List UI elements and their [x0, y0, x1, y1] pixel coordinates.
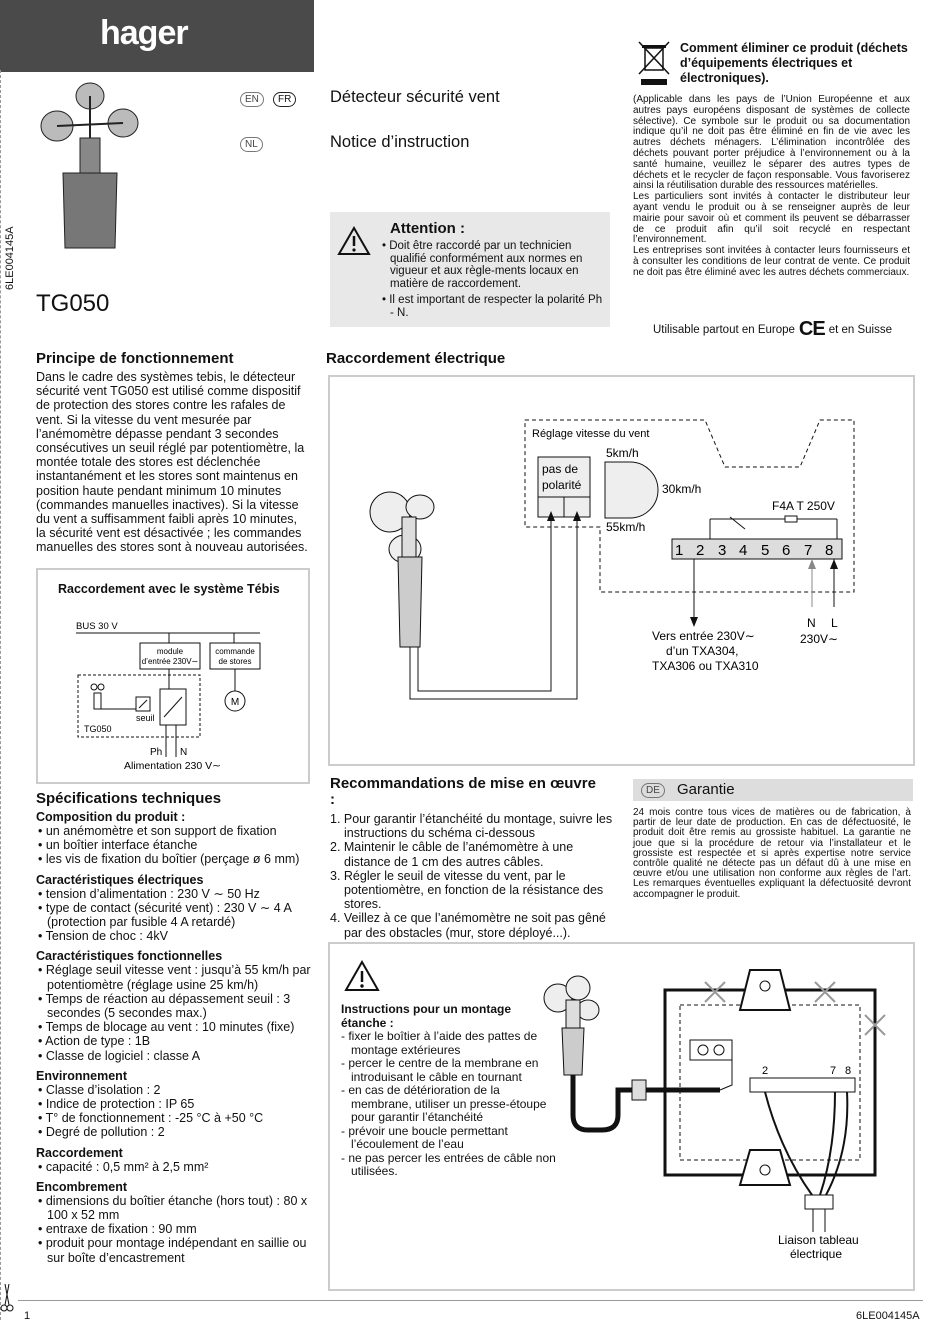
module-label-1: module [156, 647, 184, 656]
weee-paragraph: Les particuliers sont invités à contacter le distributeur leur ayant vendu le produit ou à se renseigner auprès de leur mairie pour savoir où et comment ils peuvent se débarrasser de ce produit afin qu’il soit recyclé en respectant l’environnement. [633, 191, 910, 246]
spec-item: • dimensions du boîtier étanche (hors tout) : 80 x 100 x 52 mm [36, 1194, 316, 1222]
tebis-diagram [38, 605, 304, 775]
spec-item: • un boîtier interface étanche [36, 838, 316, 852]
speed-30: 30km/h [662, 482, 702, 496]
footer-divider [18, 1300, 923, 1301]
weee-title: Comment éliminer ce produit (déchets d’équipements électriques et électroniques). [680, 41, 908, 85]
vers-label-3: TXA306 ou TXA310 [652, 659, 759, 673]
spec-list [36, 1194, 316, 1265]
n-label: N [180, 747, 188, 758]
brand-logo: hager [100, 14, 188, 52]
ce-before: Utilisable partout en Europe [653, 323, 795, 336]
weee-paragraph: (Applicable dans les pays de l’Union Européenne et aux autres pays européens disposant de systèmes de collecte sélective). Ce symbole sur le produit ou sa documentation indique qu’il ne doit pas être éliminé en fin de vie avec les autres déchets ménagers. L’élimination incontrôlée des déchets pouvant porter préjudice à l’environnement ou à la santé humaine, veuillez le séparer des autres types de déchets et le recycler de façon responsable. Vous favoriserez ainsi la réutilisation durable des ressources matérielles. [633, 94, 910, 192]
commande-label-2: de stores [218, 657, 252, 666]
spec-list [36, 887, 316, 944]
warning-icon [344, 960, 380, 992]
lang-badge-de: DE [641, 783, 665, 798]
mains-label: 230V∼ [800, 632, 839, 646]
spec-heading: Composition du produit : [36, 810, 186, 824]
weee-text [633, 95, 910, 279]
spec-item: • Degré de pollution : 2 [36, 1125, 316, 1139]
montage-item: - fixer le boîtier à l’aide des pattes de montage extérieures [341, 1030, 556, 1057]
spec-heading: Encombrement [36, 1179, 127, 1194]
polarite-label-2: polarité [542, 478, 582, 492]
wiring-diagram [330, 377, 910, 761]
montage-item: - en cas de détérioration de la membrane, utiliser un presse-étoupe pour garantir l’étanchéité [341, 1084, 556, 1125]
spec-item: • Temps de blocage au vent : 10 minutes (fixe) [36, 1020, 316, 1034]
spec-list [36, 1160, 316, 1174]
spec-item: • T° de fonctionnement : -25 °C à +50 °C [36, 1111, 316, 1125]
fuse-label: F4A T 250V [772, 499, 835, 513]
specs-body [36, 804, 316, 1265]
spec-item: • Classe de logiciel : classe A [36, 1049, 316, 1063]
footer-doc-code: 6LE004145A [856, 1310, 920, 1322]
recommandation-item: 4. Veillez à ce que l’anémomètre ne soit pas gêné par des obstacles (mur, store déployé...). [330, 911, 606, 940]
spec-item: • Tension de choc : 4kV [36, 929, 316, 943]
mount-terminal-2: 2 [762, 1065, 769, 1077]
tebis-diagram-title: Raccordement avec le système Tébis [58, 582, 280, 596]
anemometer-illustration [35, 78, 145, 253]
montage-item: - ne pas percer les entrées de câble non utilisées. [341, 1152, 556, 1179]
montage-list [341, 1030, 556, 1179]
spec-heading: Environnement [36, 1068, 127, 1083]
recommandation-item: 3. Régler le seuil de vitesse du vent, par le potentiomètre, en fonction de la résistance des stores. [330, 868, 604, 912]
spec-list [36, 1083, 316, 1140]
commande-label-1: commande [215, 647, 255, 656]
cut-line [0, 70, 1, 1320]
terminal-6: 6 [782, 542, 791, 559]
terminal-3: 3 [718, 542, 727, 559]
spec-item: • un anémomètre et son support de fixation [36, 824, 316, 838]
spec-heading: Caractéristiques électriques [36, 872, 204, 887]
vers-label-1: Vers entrée 230V∼ [652, 629, 755, 643]
spec-item: • entraxe de fixation : 90 mm [36, 1222, 316, 1236]
attention-list [380, 240, 605, 323]
garantie-title: Garantie [677, 781, 735, 798]
principe-title: Principe de fonctionnement [36, 350, 234, 367]
mounting-diagram [540, 960, 910, 1270]
terminal-8: 8 [825, 542, 834, 559]
recommandation-item: 1. Pour garantir l’étanchéité du montage, suivre les instructions du schéma ci-dessous [330, 812, 613, 841]
l-terminal-label: L [831, 616, 838, 630]
warning-icon [337, 226, 371, 256]
specs-title: Spécifications techniques [36, 790, 222, 807]
bus-label: BUS 30 V [76, 621, 118, 632]
ce-mark-icon: CE [798, 318, 825, 340]
montage-item: - percer le centre de la membrane en introduisant le câble en tournant [341, 1057, 556, 1084]
montage-item: - prévoir une boucle permettant l’écoulement de l’eau [341, 1125, 556, 1152]
spec-item: • Réglage seuil vitesse vent : jusqu’à 55 km/h par potentiomètre (réglage usine 25 km/h) [36, 963, 316, 991]
recommandations-title: Recommandations de mise en œuvre : [330, 775, 596, 808]
raccordement-title: Raccordement électrique [326, 350, 506, 367]
spec-heading: Caractéristiques fonctionnelles [36, 949, 223, 964]
spec-list [36, 963, 316, 1062]
terminal-1: 1 [675, 542, 684, 559]
speed-55: 55km/h [606, 520, 646, 534]
liaison-label-1: Liaison tableau [778, 1233, 859, 1247]
recommandations-list [330, 812, 620, 940]
lang-badge-nl: NL [240, 137, 263, 152]
spec-item: • Classe d’isolation : 2 [36, 1083, 316, 1097]
spec-item: • les vis de fixation du boîtier (perçage ø 6 mm) [36, 852, 316, 866]
alim-label: Alimentation 230 V∼ [124, 760, 221, 772]
spec-item: • type de contact (sécurité vent) : 230 V ∼ 4 A (protection par fusible 4 A retardé) [36, 901, 316, 929]
ph-label: Ph [150, 747, 163, 758]
terminal-2: 2 [696, 542, 705, 559]
lang-badge-fr: FR [273, 92, 296, 107]
mount-terminal-7: 7 [830, 1065, 837, 1077]
weee-bin-icon [637, 40, 671, 86]
page-number: 1 [24, 1310, 31, 1322]
liaison-label-2: électrique [790, 1247, 843, 1261]
recommandation-item: 2. Maintenir le câble de l’anémomètre à une distance de 1 cm des autres câbles. [330, 840, 574, 869]
attention-item: • Il est important de respecter la polarité Ph - N. [380, 294, 605, 319]
terminal-5: 5 [761, 542, 770, 559]
garantie-bar [633, 779, 913, 801]
n-terminal-label: N [807, 616, 816, 630]
doc-title: Détecteur sécurité vent [330, 88, 500, 106]
spec-item: • capacité : 0,5 mm² à 2,5 mm² [36, 1160, 316, 1174]
vers-label-2: d’un TXA304, [666, 644, 739, 658]
attention-title: Attention : [390, 220, 465, 237]
montage-title: Instructions pour un montage étanche : [341, 1002, 511, 1030]
weee-paragraph: Les entreprises sont invitées à contacter leurs fournisseurs et à consulter les conditions de leur contrat de vente. Ce produit ne doit pas être éliminé avec les autres déchets commerciaux. [633, 245, 910, 278]
terminal-4: 4 [739, 542, 748, 559]
reglage-label: Réglage vitesse du vent [532, 428, 650, 440]
doc-subtitle: Notice d’instruction [330, 133, 470, 151]
side-doc-code: 6LE004145A [4, 226, 16, 290]
ce-after: et en Suisse [828, 323, 893, 336]
scissors-icon [0, 1282, 14, 1316]
attention-item: • Doit être raccordé par un technicien qualifié conformément aux normes en vigueur et aux règle-ments locaux en matière de raccordement. [380, 240, 605, 290]
spec-item: • Indice de protection : IP 65 [36, 1097, 316, 1111]
lang-badge-en: EN [240, 92, 264, 107]
spec-list [36, 824, 316, 867]
seuil-label: seuil [136, 713, 155, 723]
motor-label: M [230, 697, 240, 708]
principe-text: Dans le cadre des systèmes tebis, le détecteur sécurité vent TG050 est utilisé comme dispositif de protection des stores contre les rafales de vent. Si la vitesse du vent mesurée par l’anémomètre dépasse pendant 3 secondes consécutives un seuil réglé par potentiomètre, la montée totale des stores est déclenchée instantanément et les stores sont maintenus en position haute pendant minimum 10 minutes (commandes manuelles inactives). Si la vitesse du vent a suffisamment faibli après 10 minutes, la sécurité vent est désactivée ; les commandes manuelles des stores sont à nouveau autorisées. [36, 370, 308, 555]
model-name: TG050 [36, 290, 110, 317]
spec-heading: Raccordement [36, 1145, 123, 1160]
spec-item: • Temps de réaction au dépassement seuil : 3 secondes (5 secondes max.) [36, 992, 316, 1020]
mount-terminal-8: 8 [845, 1065, 852, 1077]
polarite-label-1: pas de [542, 462, 579, 476]
garantie-text: 24 mois contre tous vices de matières ou de fabrication, à partir de leur date de production. En cas de défectuosité, le produit doit être remis au grossiste habituel. La garantie ne joue que si la procédure de retour via l’installateur et le grossiste est respectée et si après expertise notre service contrôle qualité ne détecte pas un défaut dû à une mise en œuvre et/ou une utilisation non conforme aux règles de l’art. Les remarques éventuelles expliquant la défectuosité devront accompagner le produit. [633, 807, 911, 900]
speed-5: 5km/h [606, 446, 639, 460]
spec-item: • Action de type : 1B [36, 1034, 316, 1048]
module-label-2: d’entrée 230V∼ [141, 657, 199, 666]
spec-item: • produit pour montage indépendant en saillie ou sur boîte d’encastrement [36, 1236, 316, 1264]
terminal-7: 7 [804, 542, 813, 559]
tg050-label: TG050 [84, 724, 112, 734]
spec-item: • tension d’alimentation : 230 V ∼ 50 Hz [36, 887, 316, 901]
ce-line [653, 318, 892, 341]
